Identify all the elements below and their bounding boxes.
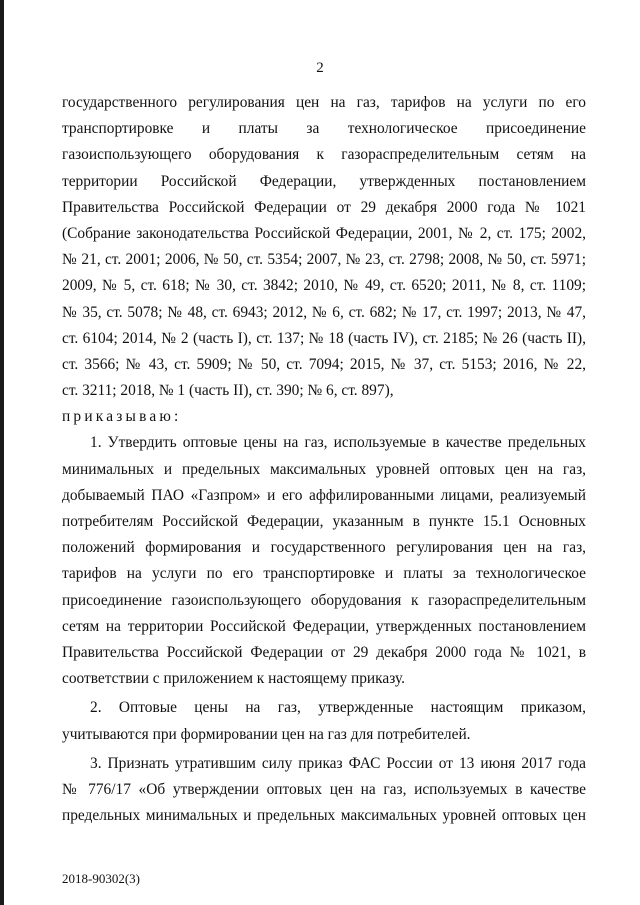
text-line: Правительства Российской Федерации от 29 декабря 2000 года № 1021, в xyxy=(62,643,586,661)
text-line: государственного регулирования цен на газ, тарифов на услуги по его xyxy=(62,94,586,111)
order-word: приказываю: xyxy=(62,408,182,426)
text-line: газоиспользующего оборудования к газораспределительным сетям на xyxy=(62,146,586,164)
text-line: присоединение газоиспользующего оборудования к газораспределительным xyxy=(62,591,586,609)
intro-paragraph xyxy=(62,90,586,404)
text-line: предельных минимальных и предельных максимальных уровней оптовых цен xyxy=(62,807,586,825)
item-3-paragraph xyxy=(62,751,586,830)
text-line: положений формирования и государственного регулирования цен на газ, xyxy=(62,539,586,557)
document-code: 2018-90302(3) xyxy=(62,871,140,886)
text-line: ст. 6104; 2014, № 2 (часть I), ст. 137; № 18 (часть IV), ст. 2185; № 26 (часть II), xyxy=(62,329,586,347)
text-line: № 21, ст. 2001; 2006, № 50, ст. 5354; 2007, № 23, ст. 2798; 2008, № 50, ст. 5971; xyxy=(62,251,586,269)
text-line: 1. Утвердить оптовые цены на газ, используемые в качестве предельных xyxy=(90,434,586,452)
text-line: № 776/17 «Об утверждении оптовых цен на газ, используемых в качестве xyxy=(62,780,586,798)
text-line: 2. Оптовые цены на газ, утвержденные настоящим приказом, xyxy=(90,699,586,717)
item-2-paragraph xyxy=(62,695,586,747)
text-line: 2009, № 5, ст. 618; № 30, ст. 3842; 2010, № 49, ст. 6520; 2011, № 8, ст. 1109; xyxy=(62,277,586,295)
text-line: потребителям Российской Федерации, указанным в пункте 15.1 Основных xyxy=(62,513,586,530)
text-line: 3. Признать утратившим силу приказ ФАС России от 13 июня 2017 года xyxy=(90,754,586,772)
text-line: добываемый ПАО «Газпром» и его аффилированными лицами, реализуемый xyxy=(62,486,586,504)
text-line: Правительства Российской Федерации от 29 декабря 2000 года № 1021 xyxy=(62,198,586,216)
text-line: учитываются при формировании цен на газ для потребителей. xyxy=(62,725,471,743)
text-line: сетям на территории Российской Федерации, утвержденных постановлением xyxy=(62,617,586,635)
text-line: соответствии с приложением к настоящему приказу. xyxy=(62,670,405,688)
scan-edge xyxy=(0,0,4,905)
text-line: ст. 3566; № 43, ст. 5909; № 50, ст. 7094; 2015, № 37, ст. 5153; 2016, № 22, xyxy=(62,355,586,373)
document-body xyxy=(62,90,586,829)
text-line: ст. 3211; 2018, № 1 (часть II), ст. 390; № 6, ст. 897), xyxy=(62,382,394,400)
text-line: территории Российской Федерации, утвержденных постановлением xyxy=(62,172,586,190)
text-line: транспортировке и платы за технологическое присоединение xyxy=(62,120,586,138)
text-line: № 35, ст. 5078; № 48, ст. 6943; 2012, № 6, ст. 682; № 17, ст. 1997; 2013, № 47, xyxy=(62,303,586,321)
text-line: (Собрание законодательства Российской Федерации, 2001, № 2, ст. 175; 2002, xyxy=(62,224,586,242)
text-line: минимальных и предельных максимальных уровней оптовых цен на газ, xyxy=(62,460,586,478)
item-1-paragraph xyxy=(62,430,586,692)
text-line: тарифов на услуги по его транспортировке и платы за технологическое xyxy=(62,565,586,583)
page-number: 2 xyxy=(316,60,324,76)
